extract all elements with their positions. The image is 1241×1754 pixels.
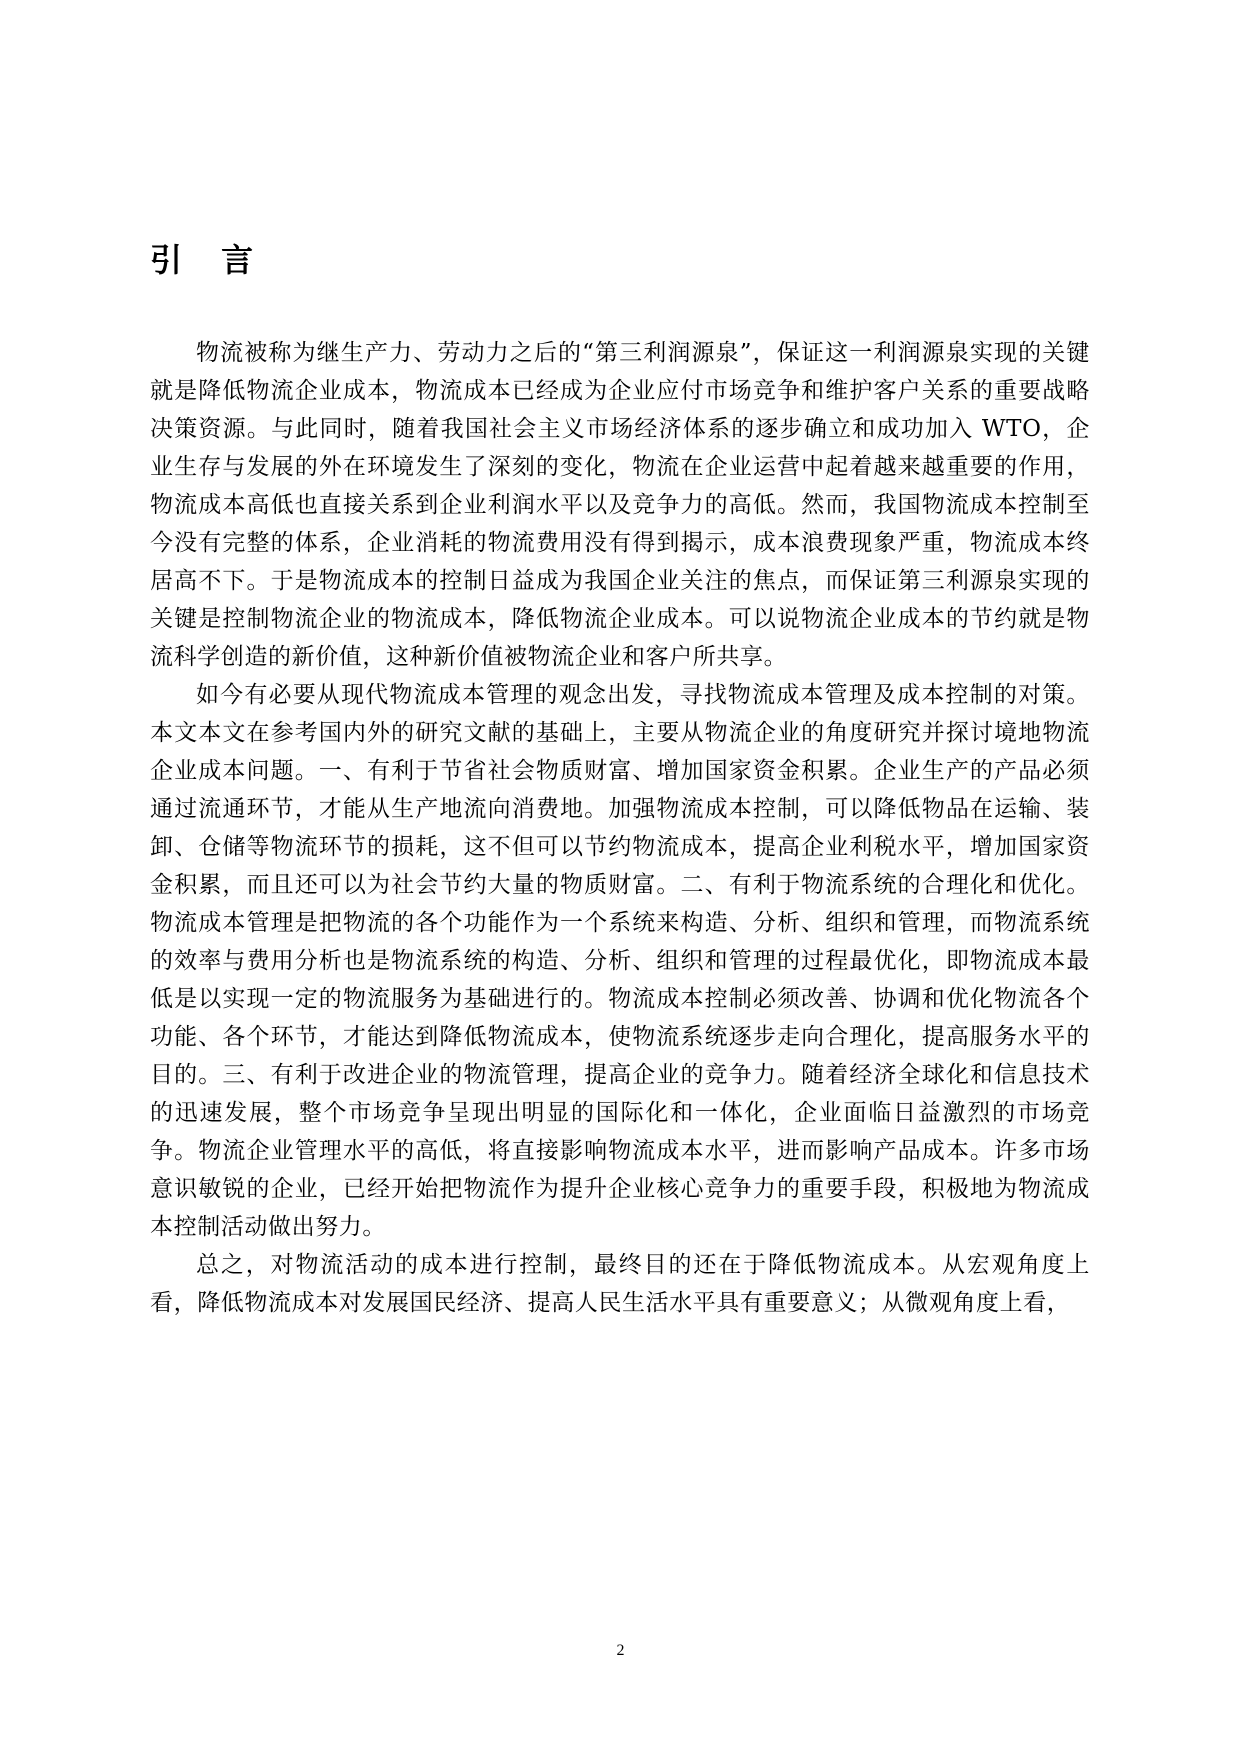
body-text: [150, 334, 1090, 1322]
paragraph-2: 如今有必要从现代物流成本管理的观念出发，寻找物流成本管理及成本控制的对策。本文本文在参考国内外的研究文献的基础上，主要从物流企业的角度研究并探讨境地物流企业成本问题。一、有利于节省社会物质财富、增加国家资金积累。企业生产的产品必须通过流通环节，才能从生产地流向消费地。加强物流成本控制，可以降低物品在运输、装卸、仓储等物流环节的损耗，这不但可以节约物流成本，提高企业利税水平，增加国家资金积累，而且还可以为社会节约大量的物质财富。二、有利于物流系统的合理化和优化。物流成本管理是把物流的各个功能作为一个系统来构造、分析、组织和管理，而物流系统的效率与费用分析也是物流系统的构造、分析、组织和管理的过程最优化，即物流成本最低是以实现一定的物流服务为基础进行的。物流成本控制必须改善、协调和优化物流各个功能、各个环节，才能达到降低物流成本，使物流系统逐步走向合理化，提高服务水平的目的。三、有利于改进企业的物流管理，提高企业的竞争力。随着经济全球化和信息技术的迅速发展，整个市场竞争呈现出明显的国际化和一体化，企业面临日益激烈的市场竞争。物流企业管理水平的高低，将直接影响物流成本水平，进而影响产品成本。许多市场意识敏锐的企业，已经开始把物流作为提升企业核心竞争力的重要手段，积极地为物流成本控制活动做出努力。: [150, 682, 1090, 1240]
paragraph-1: 物流被称为继生产力、劳动力之后的“第三利润源泉”，保证这一利润源泉实现的关键就是降低物流企业成本，物流成本已经成为企业应付市场竞争和维护客户关系的重要战略决策资源。与此同时，随着我国社会主义市场经济体系的逐步确立和成功加入 WTO，企业生存与发展的外在环境发生了深刻的变化，物流在企业运营中起着越来越重要的作用，物流成本高低也直接关系到企业利润水平以及竞争力的高低。然而，我国物流成本控制至今没有完整的体系，企业消耗的物流费用没有得到揭示，成本浪费现象严重，物流成本终居高不下。于是物流成本的控制日益成为我国企业关注的焦点，而保证第三利源泉实现的关键是控制物流企业的物流成本，降低物流企业成本。可以说物流企业成本的节约就是物流科学创造的新价值，这种新价值被物流企业和客户所共享。: [150, 340, 1090, 670]
section-heading: 引 言: [150, 241, 268, 279]
page-number: 2: [616, 1642, 625, 1659]
paragraph-3: 总之，对物流活动的成本进行控制，最终目的还在于降低物流成本。从宏观角度上看，降低物流成本对发展国民经济、提高人民生活水平具有重要意义；从微观角度上看，: [150, 1252, 1090, 1316]
